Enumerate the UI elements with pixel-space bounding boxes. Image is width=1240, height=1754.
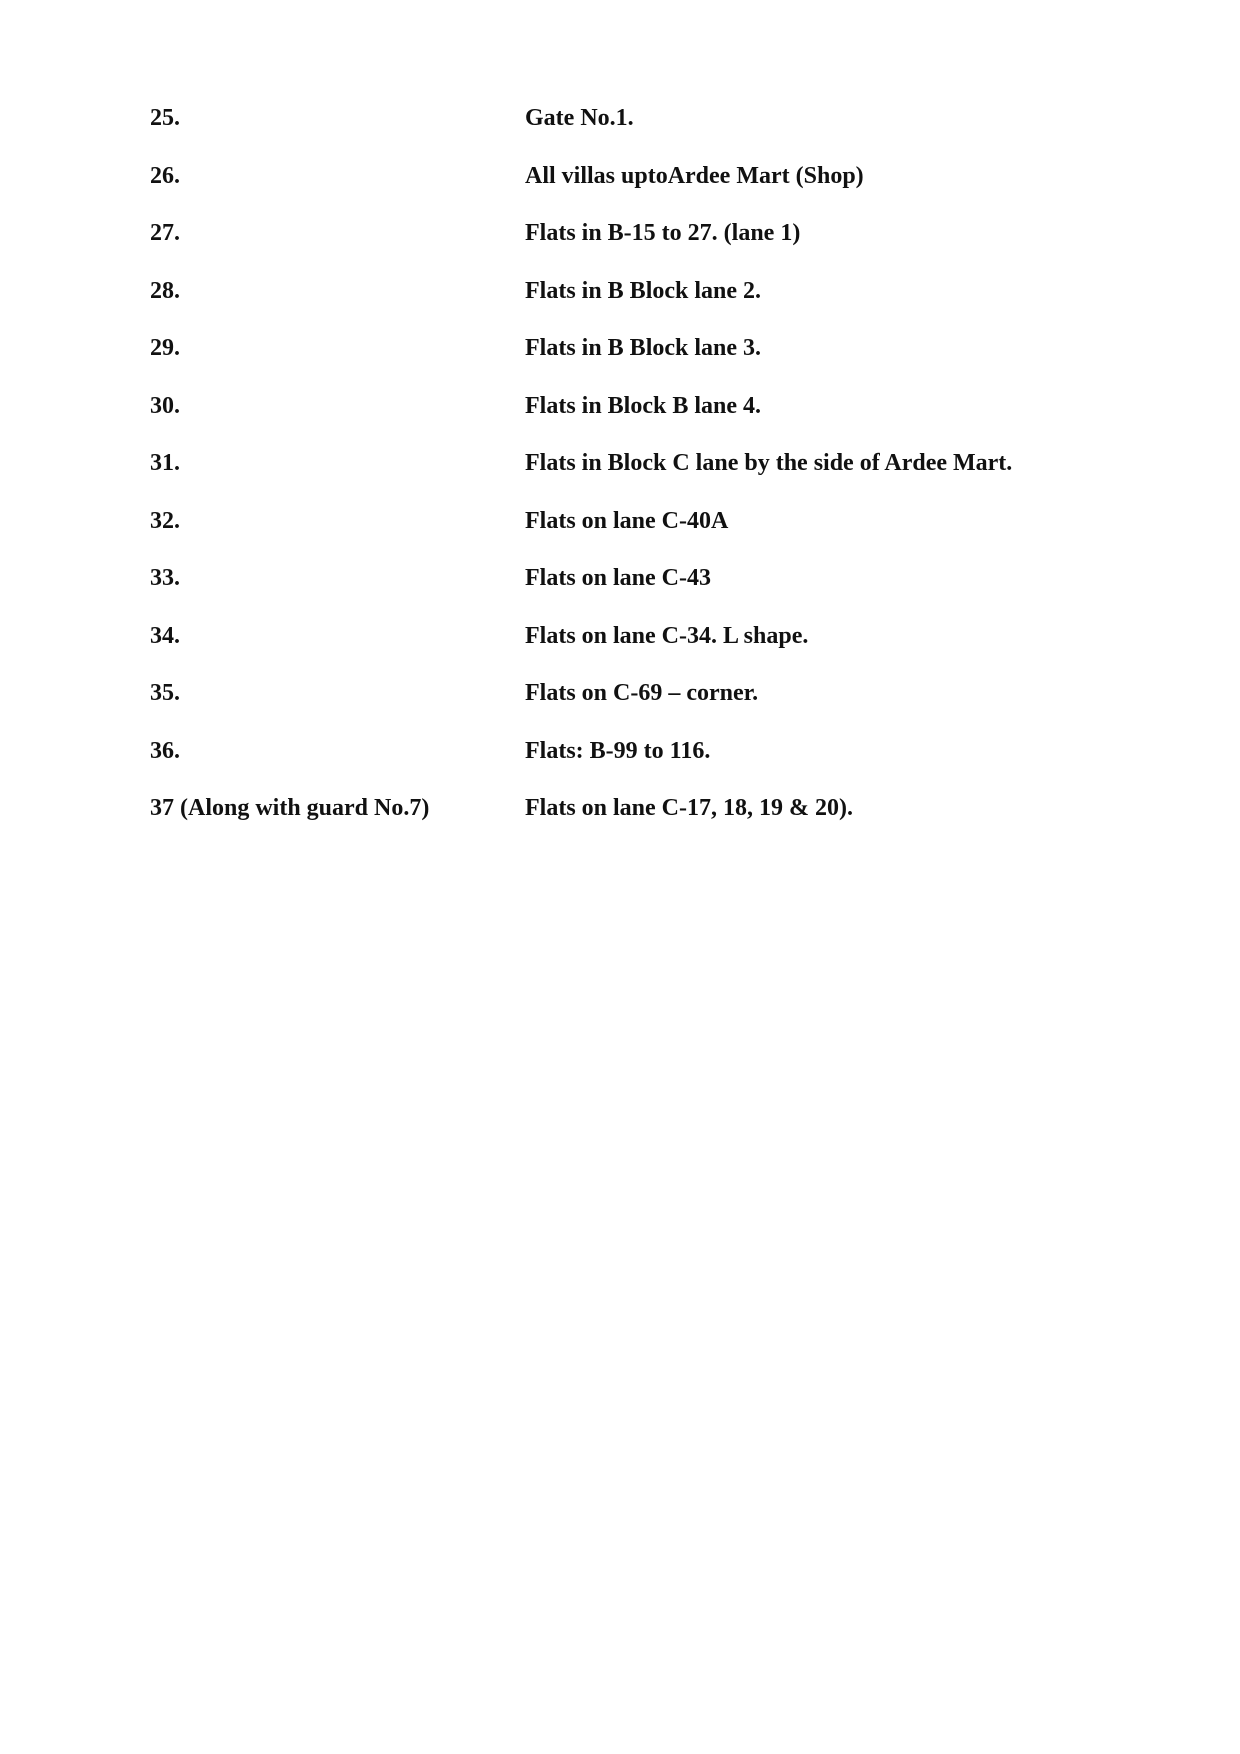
item-number: 34. bbox=[150, 622, 180, 649]
item-description: Flats on lane C-34. L shape. bbox=[525, 622, 809, 649]
assignment-list bbox=[150, 102, 1110, 850]
item-description: Flats on lane C-40A bbox=[525, 507, 729, 534]
item-number: 26. bbox=[150, 162, 180, 189]
item-description: Flats in B Block lane 3. bbox=[525, 335, 762, 361]
item-description: Flats on C-69 – corner. bbox=[525, 680, 759, 706]
item-description: Gate No.1. bbox=[525, 105, 634, 131]
item-description: Flats: B-99 to 116. bbox=[525, 737, 711, 764]
list-item bbox=[150, 620, 1110, 678]
list-item bbox=[150, 505, 1110, 563]
list-item bbox=[150, 390, 1110, 448]
item-number: 29. bbox=[150, 335, 180, 361]
item-description: Flats on lane C-43 bbox=[525, 565, 711, 591]
item-description: Flats in Block C lane by the side of Ardee Mart. bbox=[525, 450, 1013, 476]
item-number: 31. bbox=[150, 450, 180, 476]
item-description: All villas uptoArdee Mart (Shop) bbox=[525, 162, 864, 189]
list-item bbox=[150, 677, 1110, 735]
item-number: 30. bbox=[150, 392, 180, 419]
item-description: Flats in Block B lane 4. bbox=[525, 392, 762, 419]
item-number: 36. bbox=[150, 737, 180, 764]
item-number: 27. bbox=[150, 220, 180, 246]
item-description: Flats on lane C-17, 18, 19 & 20). bbox=[525, 795, 853, 821]
list-item bbox=[150, 332, 1110, 390]
item-description: Flats in B Block lane 2. bbox=[525, 277, 762, 304]
item-number: 28. bbox=[150, 277, 180, 304]
item-number: 37 (Along with guard No.7) bbox=[150, 795, 430, 821]
list-item bbox=[150, 735, 1110, 793]
list-item bbox=[150, 792, 1110, 850]
list-item bbox=[150, 562, 1110, 620]
list-item bbox=[150, 447, 1110, 505]
list-item bbox=[150, 102, 1110, 160]
item-number: 32. bbox=[150, 507, 180, 534]
item-number: 25. bbox=[150, 105, 180, 131]
item-number: 35. bbox=[150, 680, 180, 706]
item-number: 33. bbox=[150, 565, 180, 591]
list-item bbox=[150, 160, 1110, 218]
list-item bbox=[150, 217, 1110, 275]
list-item bbox=[150, 275, 1110, 333]
item-description: Flats in B-15 to 27. (lane 1) bbox=[525, 220, 801, 246]
